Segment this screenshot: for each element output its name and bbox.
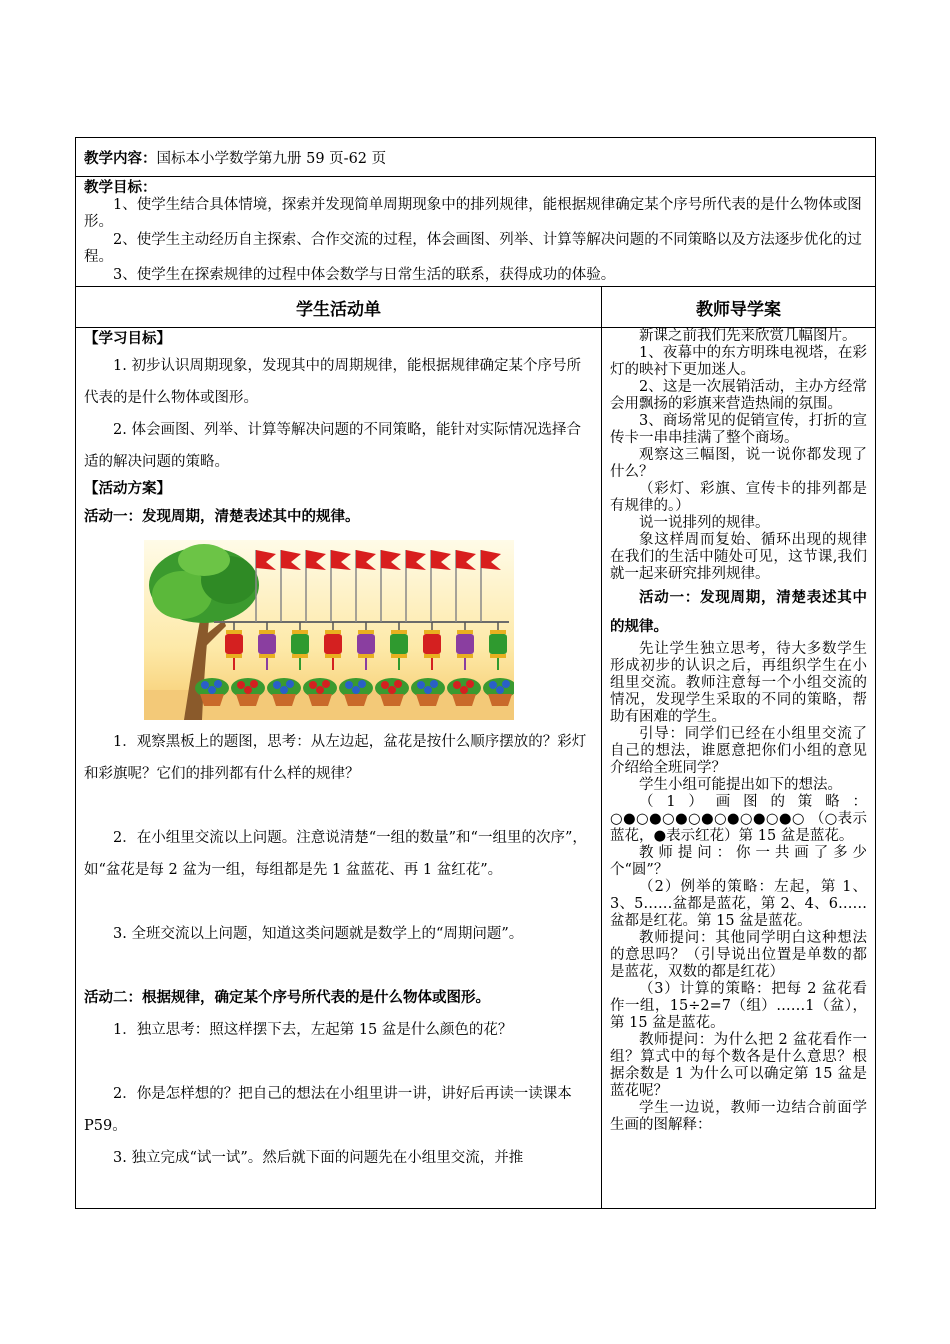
activity-one-title: 活动一：发现周期，清楚表述其中的规律。 (84, 508, 360, 525)
student-activity-header: 学生活动单 (76, 287, 602, 328)
guide-para: 象这样周而复始、循环出现的规律在我们的生活中随处可见，这节课,我们就一起来研究排列规律。 (610, 532, 868, 582)
guide-para: 1、夜幕中的东方明珠电视塔，在彩灯的映衬下更加迷人。 (610, 345, 868, 378)
guide-para: （2）例举的策略：左起，第 1、3、5……盆都是蓝花，第 2、4、6……盆都是红花。第 15 盆是蓝花。 (610, 879, 868, 929)
flowers-lanterns-flags-illustration (144, 540, 514, 720)
guide-para: 说一说排列的规律。 (639, 515, 770, 531)
guide-para: （1）画图的策略：○●○●○●○●○●○●○●○ （○表示蓝花，●表示红花）第 15 盆是蓝花。 (610, 794, 868, 844)
goal-item: 1、使学生结合具体情境，探索并发现简单周期现象中的排列规律，能根据规律确定某个序号所代表的是什么物体或图形。 (84, 196, 862, 230)
guide-para: 教师提问：你一共画了多少个“圆”？ (610, 845, 868, 878)
activity-two-title: 活动二：根据规律，确定某个序号所代表的是什么物体或图形。 (84, 989, 490, 1006)
content-text: 国标本小学数学第九册 59 页-62 页 (156, 150, 387, 167)
teacher-guide-column (602, 328, 876, 1209)
guide-para: 3、商场常见的促销宣传，打折的宣传卡一串串挂满了整个商场。 (610, 413, 868, 446)
guide-para: 教师提问：为什么把 2 盆花看作一组？算式中的每个数各是什么意思？根据余数是 1 为什么可以确定第 15 盆是蓝花呢？ (610, 1032, 868, 1099)
goals-label: 教学目标： (84, 179, 157, 196)
activity-one-item: 3. 全班交流以上问题，知道这类问题就是数学上的“周期问题”。 (113, 926, 524, 942)
lesson-plan-table (75, 137, 876, 1209)
guide-para: 先让学生独立思考，待大多数学生形成初步的认识之后，再组织学生在小组里交流。教师注意每一个小组交流的情况，发现学生采取的不同的策略，帮助有困难的学生。 (610, 641, 868, 725)
teacher-guide-header: 教师导学案 (602, 287, 876, 328)
activity-two-item: 1．独立思考：照这样摆下去，左起第 15 盆是什么颜色的花？ (113, 1022, 513, 1038)
guide-para: 引导：同学们已经在小组里交流了自己的想法，谁愿意把你们小组的意见介绍给全班同学？ (610, 726, 868, 776)
activity-one-item: 2．在小组里交流以上问题。注意说清楚“一组的数量”和“一组里的次序”，如“盆花是每 2 盆为一组，每组都是先 1 盆蓝花、再 1 盆红花”。 (84, 830, 587, 878)
guide-para: 学生一边说，教师一边结合前面学生画的图解释： (610, 1100, 868, 1133)
goal-item: 2、使学生主动经历自主探索、合作交流的过程，体会画图、列举、计算等解决问题的不同策略以及方法逐步优化的过程。 (84, 231, 862, 265)
study-goal-item: 2. 体会画图、列举、计算等解决问题的不同策略，能针对实际情况选择合适的解决问题的策略。 (84, 422, 581, 470)
goals-row (76, 177, 876, 287)
activity-two-item: 3. 独立完成“试一试”。然后就下面的问题先在小组里交流，并推 (113, 1150, 524, 1166)
guide-activity-one-title: 活动一：发现周期，清楚表述其中的规律。 (610, 589, 868, 635)
goal-item: 3、使学生在探索规律的过程中体会数学与日常生活的联系，获得成功的体验。 (113, 266, 616, 283)
content-row (76, 138, 876, 177)
guide-para: 新课之前我们先来欣赏几幅图片。 (639, 328, 857, 344)
activity-one-item: 1．观察黑板上的题图，思考：从左边起，盆花是按什么顺序摆放的？彩灯和彩旗呢？它们的排列都有什么样的规律？ (84, 734, 587, 782)
study-goals-title: 【学习目标】 (84, 330, 171, 347)
guide-para: （彩灯、彩旗、宣传卡的排列都是有规律的。） (610, 481, 868, 514)
guide-para: （3）计算的策略：把每 2 盆花看作一组，15÷2=7（组）……1（盆），第 15 盆是蓝花。 (610, 981, 868, 1031)
activity-plan-title: 【活动方案】 (84, 480, 171, 497)
lesson-plan-page (75, 137, 875, 1209)
content-label: 教学内容： (84, 149, 157, 167)
guide-para: 教师提问：其他同学明白这种想法的意思吗？（引导说出位置是单数的都是蓝花，双数的都是红花） (610, 930, 868, 980)
guide-para: 2、这是一次展销活动，主办方经常会用飘扬的彩旗来营造热闹的氛围。 (610, 379, 868, 412)
guide-para: 观察这三幅图，说一说你都发现了什么？ (610, 447, 868, 480)
activity-two-item: 2．你是怎样想的？把自己的想法在小组里讲一讲，讲好后再读一读课本 P59。 (84, 1086, 572, 1134)
study-goal-item: 1. 初步认识周期现象，发现其中的周期规律，能根据规律确定某个序号所代表的是什么物体或图形。 (84, 358, 581, 406)
student-activity-column (76, 328, 602, 1209)
guide-para: 学生小组可能提出如下的想法。 (639, 777, 842, 793)
